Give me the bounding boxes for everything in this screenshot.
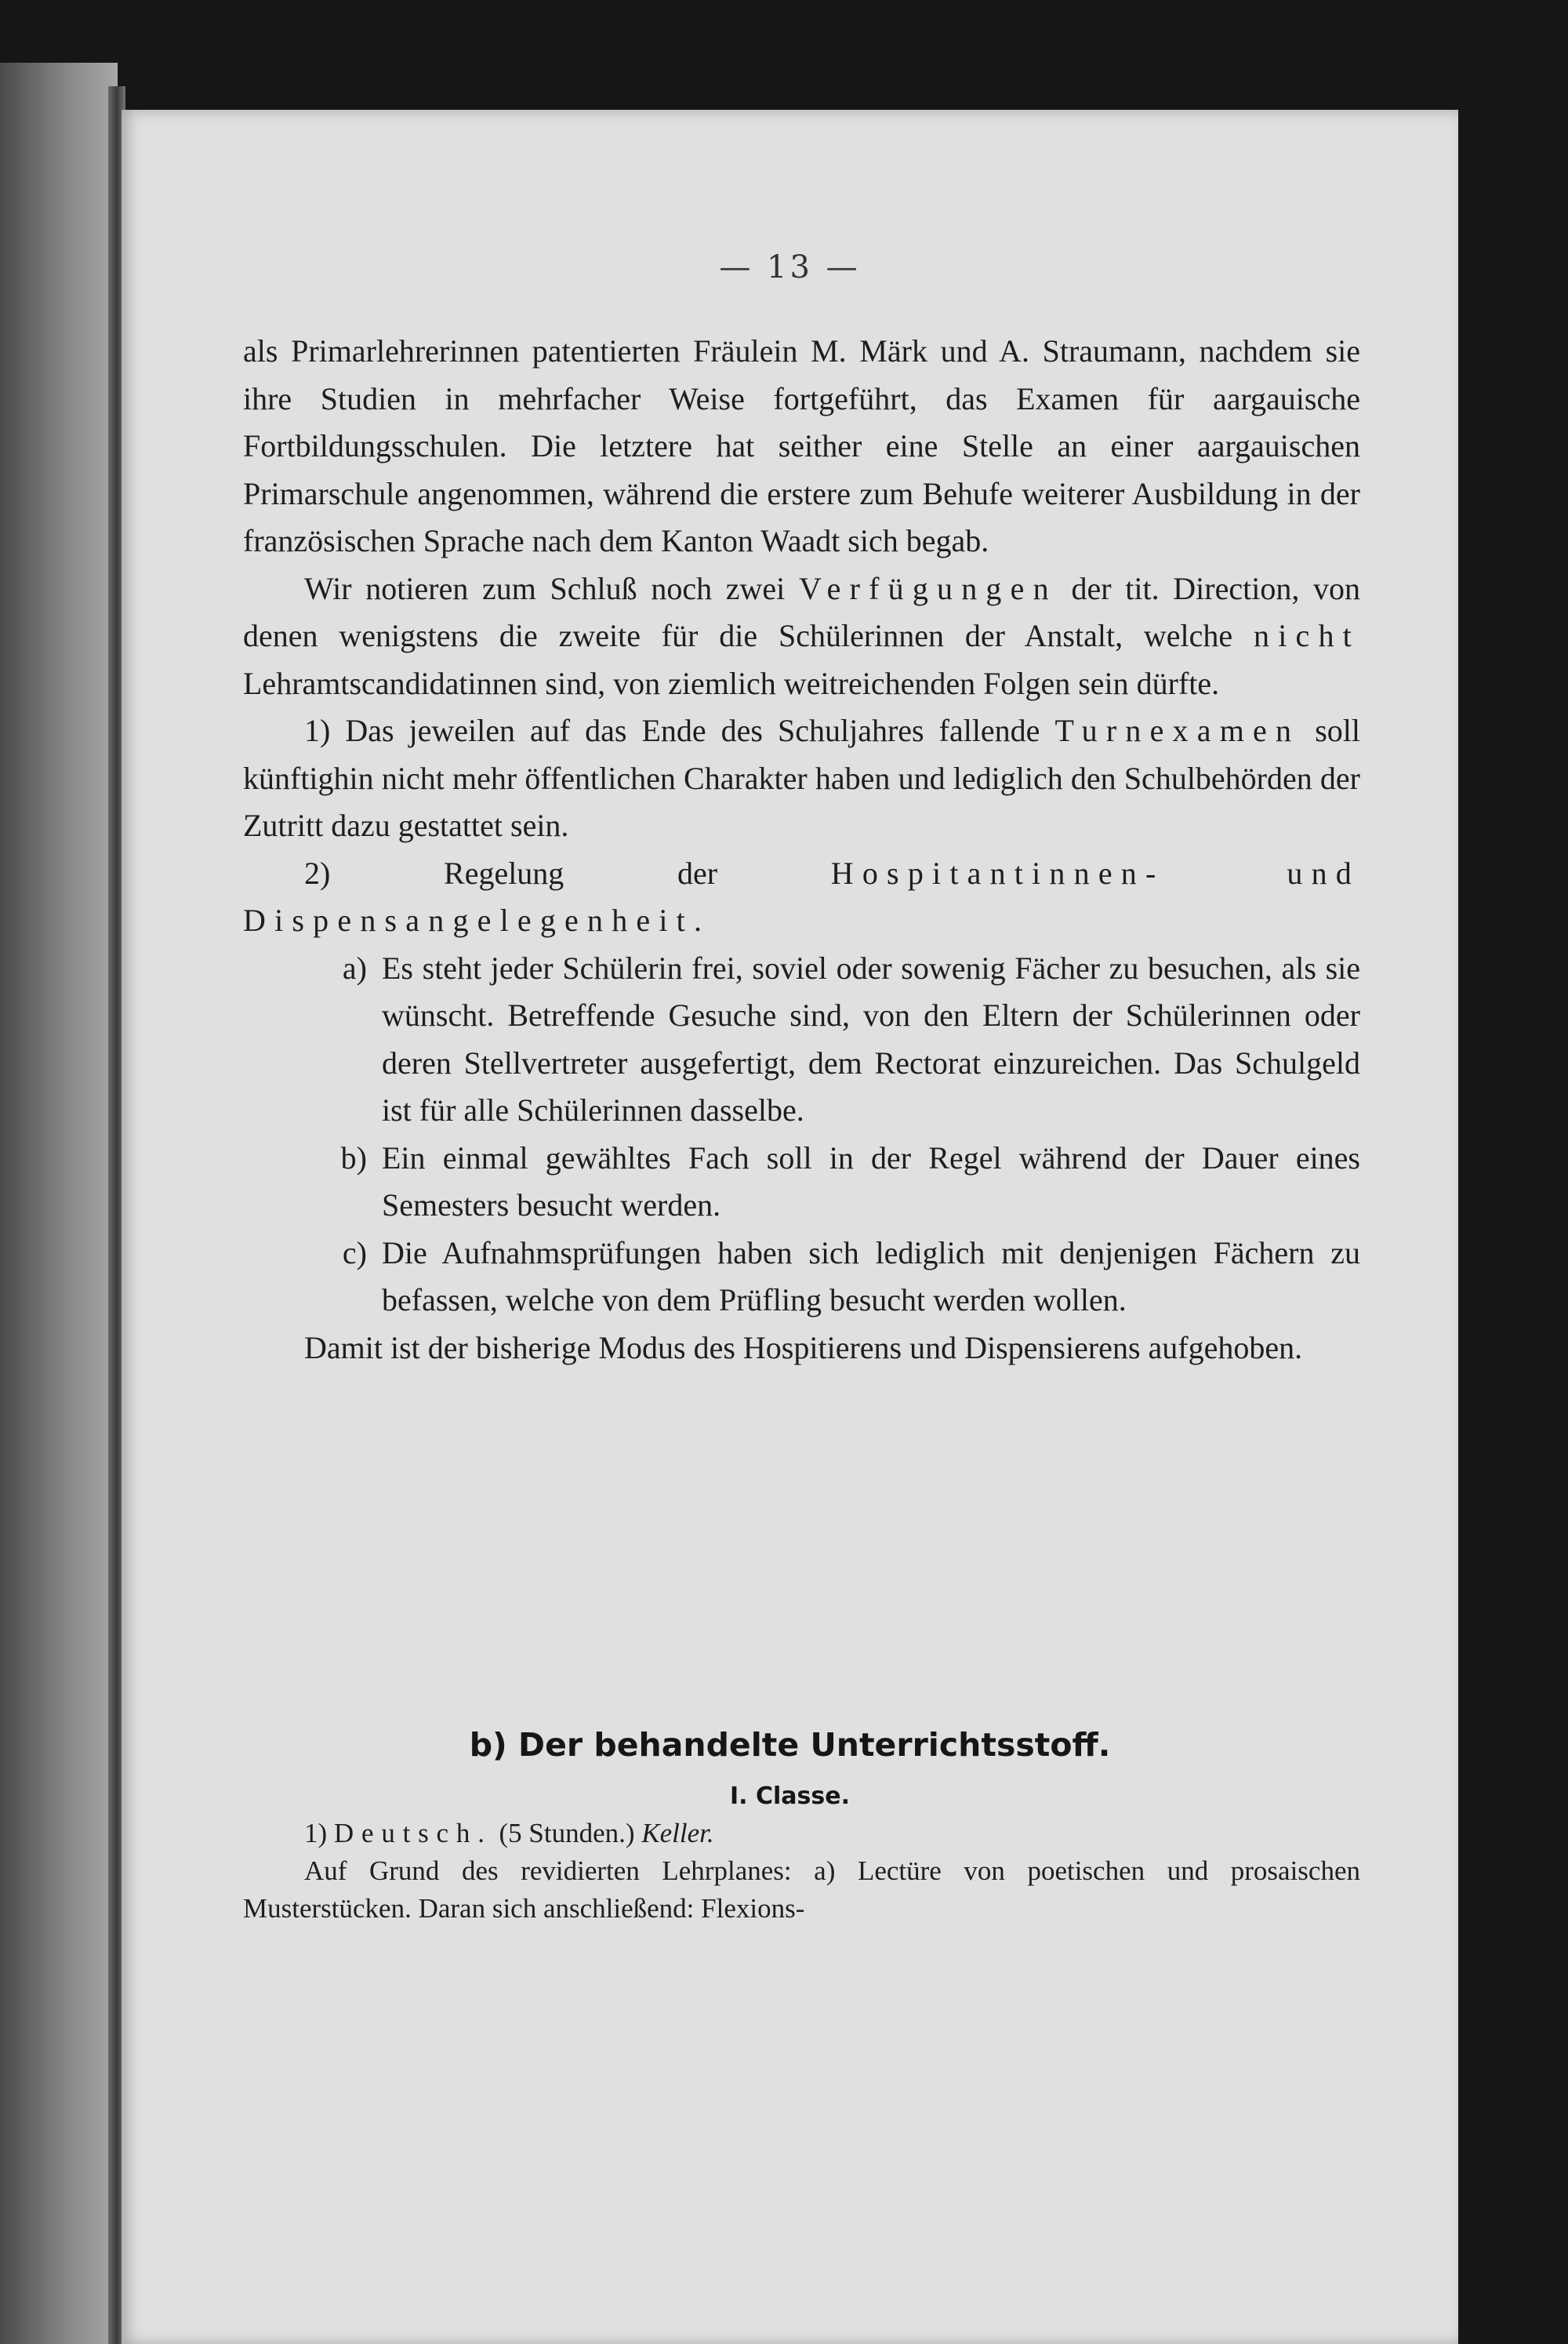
subject-teacher: Keller. — [641, 1818, 714, 1848]
list-item — [243, 945, 1360, 1135]
list-item-label: c) — [342, 1234, 367, 1270]
list-item-text: Es steht jeder Schülerin frei, soviel oder sowenig Fächer zu besuchen, als sie wünscht. Betreffende Gesuche sind, von den Eltern der Schülerinnen oder deren Stellvertreter ausgefertigt, dem Rectorat einzureichen. Das Schulgeld ist für alle Schülerinnen dasselbe. — [382, 950, 1360, 1128]
list-item-label: a) — [342, 950, 367, 986]
subject-block — [243, 1815, 1360, 1928]
class-heading: I. Classe. — [729, 1783, 850, 1810]
subject-name: Deutsch. — [333, 1818, 492, 1848]
paragraph-rule-1: 1) Das jeweilen auf das Ende des Schuljahres fallende Turnexamen soll künftighin nicht mehr öffentlichen Charakter haben und lediglich den Schulbehörden der Zutritt dazu gestattet sein. — [243, 713, 1360, 843]
subject-number: 1) — [304, 1818, 328, 1848]
subject-text: Auf Grund des revidierten Lehrplanes: a) Lectüre von poetischen und prosaischen Musterstücken. Daran sich anschließend: Flexions- — [243, 1855, 1360, 1924]
list-item — [243, 1230, 1360, 1325]
section-heading: b) Der behandelte Unterrichtsstoff. — [469, 1726, 1111, 1764]
left-page-edge — [0, 63, 118, 2344]
list-item — [243, 1135, 1360, 1230]
list-item-text: Ein einmal gewähltes Fach soll in der Regel während der Dauer eines Semesters besucht werden. — [382, 1139, 1360, 1223]
body-text — [243, 328, 1360, 1372]
list-item-text: Die Aufnahmsprüfungen haben sich lediglich mit denjenigen Fächern zu befassen, welche von dem Prüfling besucht werden wollen. — [382, 1234, 1360, 1317]
page-number: — 13 — — [719, 249, 861, 285]
subject-line — [243, 1815, 1360, 1852]
list-item-label: b) — [340, 1139, 367, 1176]
paragraph-graduates: als Primarlehrerinnen patentierten Fräulein M. Märk und A. Straumann, nachdem sie ihre Studien in mehrfacher Weise fortgeführt, das Examen für aargauische Fortbildungsschulen. Die letztere hat seither eine Stelle an einer aargauischen Primarschule angenommen, während die erstere zum Behufe weiterer Ausbildung in der französischen Sprache nach dem Kanton Waadt sich begab. — [243, 333, 1360, 558]
paragraph-conclusion: Damit ist der bisherige Modus des Hospitierens und Dispensierens aufgehoben. — [304, 1329, 1303, 1365]
book-page — [122, 110, 1458, 2344]
paragraph-rule-2: 2) Regelung der Hospitantinnen- und Dispensangelegenheit. — [243, 855, 1360, 938]
subject-hours: (5 Stunden.) — [499, 1818, 635, 1848]
paragraph-directives: Wir notieren zum Schluß noch zwei Verfügungen der tit. Direction, von denen wenigstens die zweite für die Schülerinnen der Anstalt, welche nicht Lehramtscandidatinnen sind, von ziemlich weitreichenden Folgen sein dürfte. — [243, 570, 1361, 701]
